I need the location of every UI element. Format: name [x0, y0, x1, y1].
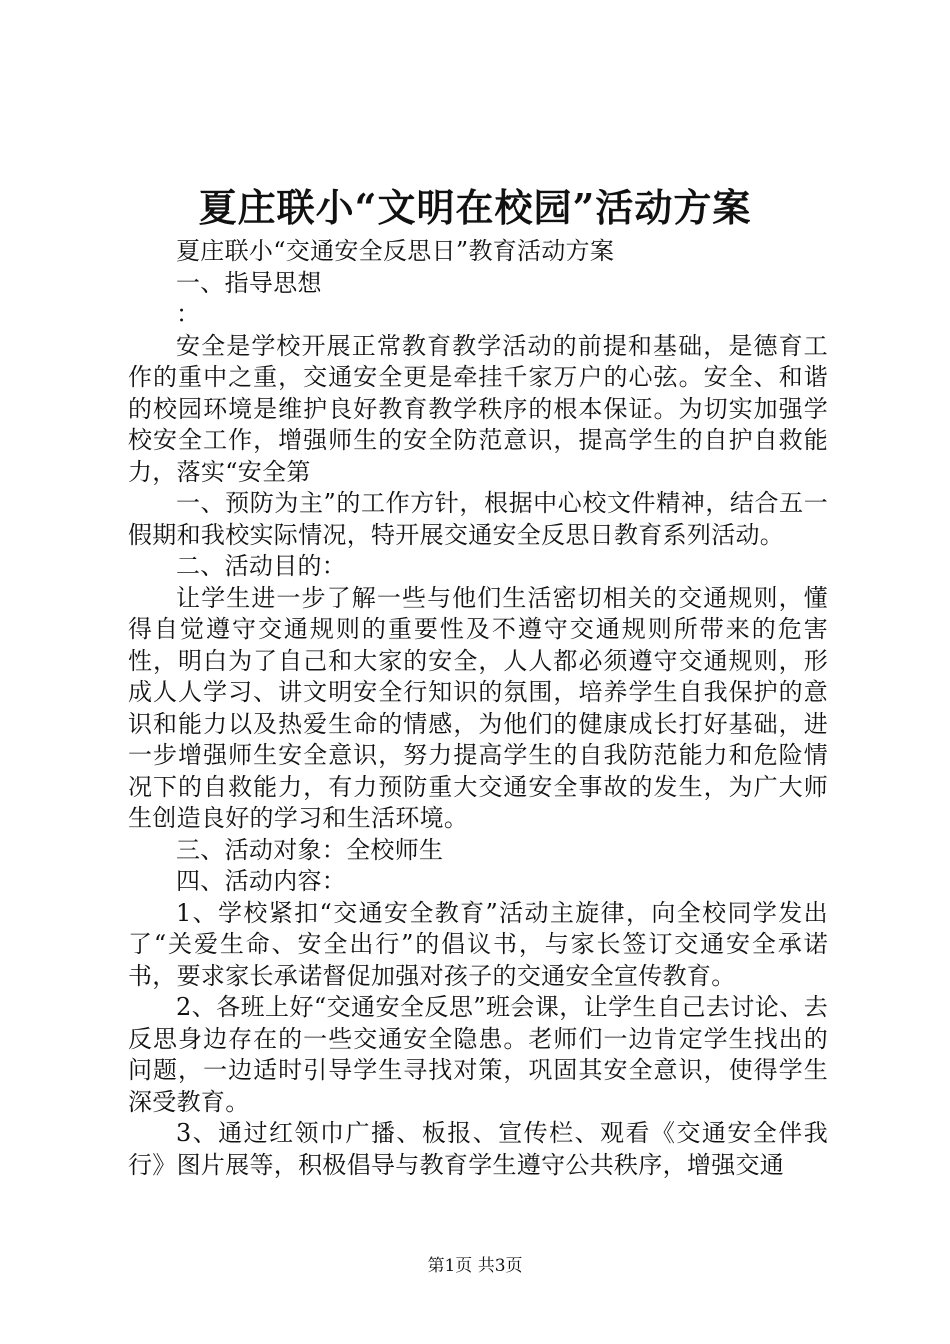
section-heading-target: 三、活动对象：全校师生: [176, 835, 444, 864]
list-item: 3、通过红领巾广播、板报、宣传栏、观看《交通安全伴我行》图片展等，积极倡导与教育学生遵守公共秩序，增强交通: [128, 1119, 828, 1179]
document-title: 夏庄联小“文明在校园”活动方案: [198, 185, 752, 230]
body-paragraph: 安全是学校开展正常教育教学活动的前提和基础，是德育工作的重中之重，交通安全更是牵挂千家万户的心弦。安全、和谐的校园环境是维护良好教育教学秩序的根本保证。为切实加强学校安全工作，增强师生的安全防范意识，提高学生的自护自救能力，落实“安全第: [128, 331, 828, 486]
page-footer: 第1页 共3页: [427, 1256, 523, 1276]
subtitle-paragraph: 夏庄联小“交通安全反思日”教育活动方案: [176, 237, 615, 265]
list-item: 2、各班上好“交通安全反思”班会课，让学生自己去讨论、去反思身边存在的一些交通安全隐患。老师们一边肯定学生找出的问题，一边适时引导学生寻找对策，巩固其安全意识，使得学生深受教育。: [128, 993, 828, 1116]
section-heading-purpose: 二、活动目的：: [176, 552, 347, 580]
body-paragraph: 让学生进一步了解一些与他们生活密切相关的交通规则，懂得自觉遵守交通规则的重要性及不遵守交通规则所带来的危害性，明白为了自己和大家的安全，人人都必须遵守交通规则，形成人人学习、讲文明安全行知识的氛围，培养学生自我保护的意识和能力以及热爱生命的情感，为他们的健康成长打好基础，进一步增强师生安全意识，努力提高学生的自我防范能力和危险情况下的自救能力，有力预防重大交通安全事故的发生，为广大师生创造良好的学习和生活环境。: [128, 583, 828, 832]
section-heading-guiding-thought: 一、指导思想: [176, 268, 322, 297]
section-heading-content: 四、活动内容：: [176, 867, 347, 895]
document-body: [128, 236, 828, 1181]
colon-line: ：: [176, 300, 201, 328]
body-paragraph: 一、预防为主”的工作方针，根据中心校文件精神，结合五一假期和我校实际情况，特开展交通安全反思日教育系列活动。: [128, 489, 828, 549]
list-item: 1、学校紧扣“交通安全教育”活动主旋律，向全校同学发出了“关爱生命、安全出行”的倡议书，与家长签订交通安全承诺书，要求家长承诺督促加强对孩子的交通安全宣传教育。: [128, 898, 828, 990]
